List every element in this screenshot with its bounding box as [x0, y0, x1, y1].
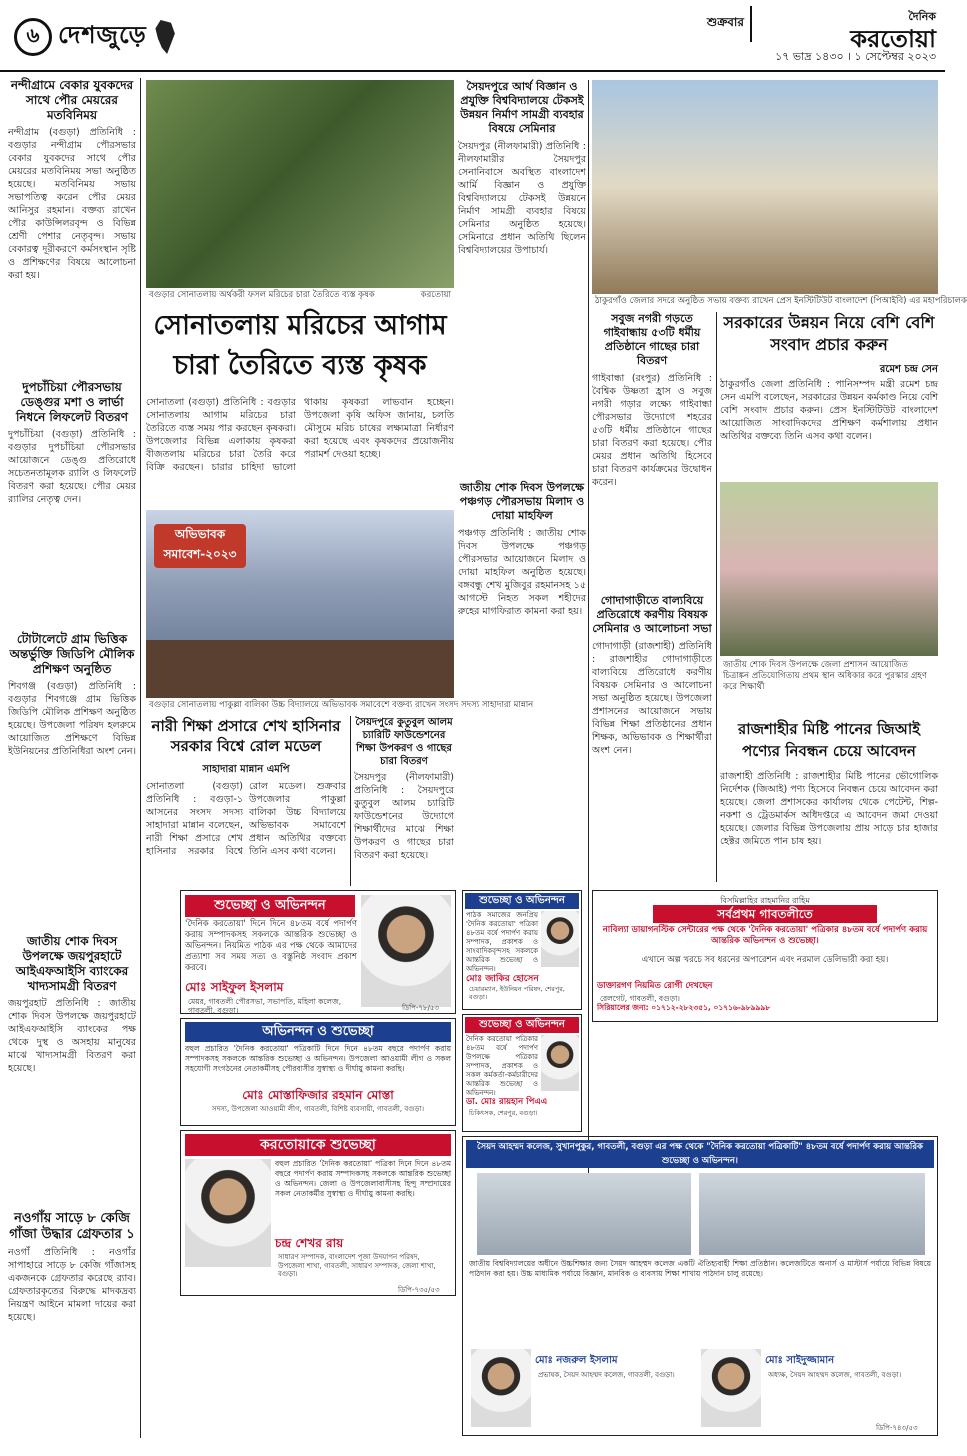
section-name: দেশজুড়ে [58, 21, 147, 49]
betel-body: রাজশাহী প্রতিনিধি : রাজশাহীর মিষ্টি পানের ভৌগোলিক নির্দেশক (জিআই) পণ্য হিসেবে নিবন্ধন চেয়ে আবেদন করা হয়েছে। জেলা প্রশাসকের কার্যালয় থেকে পেটেন্ট, শিল্প-নকশা ও ট্রেডমার্কস অধিদপ্তরে এ আবেদন জমা দেওয়া হয়েছে। জেলার বিভিন্ন উপজেলায় প্রায় সাড়ে চার হাজার হেক্টর জমিতে পান চাষ হয়। [720, 771, 938, 847]
ad-name: মোঃ জাকির হোসেন [466, 974, 539, 984]
story-title: জাতীয় শোক দিবস উপলক্ষে পঞ্চগড় পৌরসভায় মিলাদ ও দোয়া মাহফিল [459, 481, 585, 522]
ad-portrait [185, 1159, 271, 1267]
ad-portrait [471, 1349, 531, 1427]
paper-logo-big: করতোয়া [850, 24, 936, 53]
story-body: গাইবান্ধা (রংপুর) প্রতিনিধি : বৈশ্বিক উষ্ণতা হ্রাস ও সবুজ নগরী গড়ার লক্ষ্যে গাইবান্ধা পৌরসভার উদ্যোগে শহরের ৫৩টি ধর্মীয় প্রতিষ্ঠানে গাছের চারা বিতরণ করা হয়েছে। পৌর মেয়র প্রধান অতিথি হিসেবে চারা বিতরণ কার্যক্রমের উদ্বোধন করেন। [592, 373, 712, 488]
ad-title: সর্বপ্রথম গাবতলীতে [653, 905, 877, 923]
ad-portrait [701, 1349, 761, 1427]
ad-diagnostic [592, 890, 938, 1022]
masthead-divider [750, 6, 752, 42]
education-byline: সাহাদারা মান্নান এমপি [202, 764, 290, 775]
ad-greeting [462, 1014, 582, 1132]
ad-designation: সাধারণ সম্পাদক, বাংলাদেশ পূজা উদযাপন পরিষদ, উপজেলা শাখা, গাবতলী, সাধারণ সম্পাদক, জেলা শাখা, বগুড়া। [278, 1253, 436, 1278]
column-rule [350, 716, 351, 886]
meeting-photo-caption: বগুড়ার সোনাতলায় পাকুল্লা বালিকা উচ্চ বিদ্যালয়ে অভিভাবক সমাবেশে বক্তব্য রাখেন সংসদ সদস্য সাহাদারা মান্নান [149, 700, 534, 710]
story-title: জাতীয় শোক দিবস উপলক্ষে জয়পুরহাটে আইএফআইসি ব্যাংকের খাদ্যসামগ্রী বিতরণ [15, 934, 129, 993]
story-body: নওগাঁ প্রতিনিধি : নওগাঁর সাপাহারে সাড়ে ৮ কেজি গাঁজাসহ একজনকে গ্রেফতার করেছে র‌্যাব। গ্রেফতারকৃতের বিরুদ্ধে মাদকদ্রব্য নিয়ন্ত্রণ আইনে মামলা দায়ের করা হয়েছে। [8, 1247, 136, 1323]
story-title: সবুজ নগরী গড়তে গাইবান্ধায় ৫৩টি ধর্মীয় প্রতিষ্ঠানে গাছের চারা বিতরণ [603, 312, 701, 367]
meeting-table [146, 640, 454, 698]
seminar2-story [592, 594, 712, 894]
bangladesh-map-icon [153, 20, 179, 54]
story-title: নওগাঁয় সাড়ে ৮ কেজি গাঁজা উদ্ধার গ্রেফতার ১ [9, 1211, 135, 1242]
paper-logo [760, 8, 936, 53]
education-body: সোনাতলা (বগুড়া) প্রতিনিধি : বগুড়া-১ আসনের সংসদ সদস্য সাহাদারা মান্নান বলেছেন, নারী শিক্ষা প্রসারে শেখ হাসিনার সরকার বিশ্বে রোল মডেল। শুক্রবার উপজেলার পাকুল্লা বালিকা উচ্চ বিদ্যালয়ে অভিভাবক সমাবেশে প্রধান অতিথির বক্তব্যে তিনি এসব কথা বলেন। [146, 781, 346, 857]
ad-title: শুভেচ্ছা ও অভিনন্দন [465, 1017, 579, 1033]
ad-designation: চিকিৎসক, শেরপুর, বগুড়া। [469, 1109, 538, 1117]
lead-photo-caption: বগুড়ার সোনাতলায় অর্থকরী ফসল মরিচের চারা তৈরিতে ব্যস্ত কৃষক [149, 290, 375, 300]
girl-photo-caption: জাতীয় শোক দিবস উপলক্ষে জেলা প্রশাসন আয়োজিত চিত্রাঙ্কন প্রতিযোগিতায় প্রথম স্থান অধিকার করে পুরস্কার গ্রহণ করে শিক্ষার্থী [723, 660, 927, 692]
ad-body: পাঠক সমাজের জনপ্রিয় 'দৈনিক করতোয়া' পত্রিকা ৪৮তম বর্ষে পদার্পণ করায় সম্পাদক, প্রকাশক ও সাংবাদিকবৃন্দসহ সকলকে আন্তরিক শুভেচ্ছা ও অভিনন্দন। [466, 911, 538, 973]
masthead [0, 0, 945, 72]
story-title: সৈয়দপুরে কুতুবুল আলম চ্যারিটি ফাউন্ডেশনের শিক্ষা উপকরণ ও গাছের চারা বিতরণ [355, 717, 453, 767]
ad-phone: সিরিয়ালের জন্য: ০১৭১২-২৮২৩৫১, ০১৭১৬-৯৮৯৯৯৮ [597, 1003, 771, 1012]
paper-logo-small: দৈনিক [908, 10, 936, 23]
meeting-photo [146, 510, 454, 698]
ad-body: দৈনিক করতোয়া পত্রিকার ৪৮তম বর্ষে পদার্পণ উপলক্ষে পত্রিকার সম্পাদক, প্রকাশক ও সকল কর্মকর্তা-কর্মচারীদের আন্তরিক শুভেচ্ছা ও অভিনন্দন। [466, 1035, 538, 1097]
story-body: সৈয়দপুর (নীলফামারী) প্রতিনিধি : সৈয়দপুরে কুতুবুল আলম চ্যারিটি ফাউন্ডেশনের উদ্যোগে শিক্ষার্থীদের মাঝে শিক্ষা উপকরণ ও গাছের চারা বিতরণ করা হয়েছে। [354, 772, 454, 861]
story-body: সৈয়দপুর (নীলফামারী) প্রতিনিধি : নীলফামারীর সৈয়দপুর সেনানিবাসে অবস্থিত বাংলাদেশ আর্মি বিজ্ঞান ও প্রযুক্তি বিশ্ববিদ্যালয়ে টেকসই উন্নয়নে নির্মাণ সামগ্রী ব্যবহার বিষয়ে সেমিনার অনুষ্ঠিত হয়েছে। সেমিনারে প্রধান অতিথি ছিলেন বিশ্ববিদ্যালয়ের উপাচার্য। [458, 141, 586, 256]
ad-name: মোঃ নজরুল ইসলাম [535, 1355, 618, 1366]
section-logo [14, 16, 244, 58]
ad-greeting [462, 890, 582, 1010]
ad-code: ডিপি-৭৮/৫৩ [402, 1004, 439, 1012]
day-label: শুক্রবার [706, 15, 744, 29]
ad-doctors: ডাক্তারগণ নিয়মিত রোগী দেখছেন [597, 981, 713, 991]
development-byline: রমেশ চন্দ্র সেন [879, 364, 938, 375]
ad-designation: অধ্যক্ষ, সৈয়দ আহম্মদ কলেজ, গাবতলী, বগুড়া। [768, 1371, 902, 1379]
ad-code: ডিপি-৭৩৫/৫৩ [398, 1286, 440, 1294]
development-headline: সরকারের উন্নয়ন নিয়ে বেশি বেশি সংবাদ প্রচার করুন [723, 313, 935, 354]
story-title: দুপচাঁচিয়া পৌরসভায় ডেঙ্গুর মশা ও লার্ভা নিধনে লিফলেট বিতরণ [15, 380, 129, 424]
ad-greeting [180, 1018, 456, 1126]
column-rule [716, 312, 717, 882]
ad-designation: প্রভাষক, সৈয়দ আহম্মদ কলেজ, গাবতলী, বগুড়া। [538, 1371, 675, 1379]
ad-college [462, 1136, 938, 1436]
story-body: শিবগঞ্জ (বগুড়া) প্রতিনিধি : বগুড়ার শিবগঞ্জে গ্রাম ভিত্তিক জিডিপি মৌলিক প্রশিক্ষণ অনুষ্ঠিত হয়েছে। উপজেলা পরিষদ হলরুমে আয়োজিত প্রশিক্ষণে বিভিন্ন ইউনিয়নের প্রতিনিধিরা অংশ নেন। [8, 681, 136, 757]
tree-story [592, 312, 712, 592]
ad-body: বহুল প্রচারিত 'দৈনিক করতোয়া' পত্রিকা দিনে দিনে ৪৮তম বছরে পদার্পণ করায় সম্পাদকসহ সকলকে আন্তরিক শুভেচ্ছা ও অভিনন্দন। জেলা ও উপজেলাবাসীসহ হিন্দু সম্প্রদায়ের সকল নেতাকর্মীর সুস্বাস্থ্য ও দীর্ঘায়ু কামনা করছি। [275, 1159, 451, 1198]
ad-body: 'দৈনিক করতোয়া' দিনে দিনে ৪৮তম বর্ষে পদার্পণ করায় সম্পাদকসহ সকলকে আন্তরিক শুভেচ্ছা ও অভিনন্দন। নিয়মিত পাঠক এর পক্ষ থেকে আমাদের প্রত্যাশা সব সময় সত্য ও বস্তুনিষ্ঠ সংবাদ প্রকাশ করবে। [185, 919, 357, 973]
ad-body: এখানে অল্প খরচে সব ধরনের অপারেশন এবং নরমাল ডেলিভারী করা হয়। [641, 955, 889, 965]
ad-designation: সদস্য, উপজেলা আওয়ামী লীগ, গাবতলী, বিশিষ্ট ব্যবসায়ী, গাবতলী, বগুড়া। [211, 1105, 425, 1113]
story-body: দুপচাঁচিয়া (বগুড়া) প্রতিনিধি : বগুড়ার দুপচাঁচিয়া পৌরসভার আয়োজনে ডেঙ্গু প্রতিরোধে সচেতনতামূলক র‌্যালি ও লিফলেট বিতরণ করা হয়েছে। পৌর মেয়র র‌্যালির নেতৃত্ব দেন। [8, 429, 136, 505]
education-headline: নারী শিক্ষা প্রসারে শেখ হাসিনার সরকার বিশ্বে রোল মডেল [151, 717, 341, 755]
ad-portrait [361, 895, 451, 1007]
column-rule [140, 78, 141, 1438]
ad-body: বহুল প্রচারিত 'দৈনিক করতোয়া' পত্রিকাটি দিনে দিনে ৪৮তম বছরে পদার্পণ করায় সম্পাদকসহ সকলকে আন্তরিক শুভেচ্ছা ও অভিনন্দন। উপজেলা আওয়ামী লীগ ও সকল সহযোগী সংগঠনের নেতাকর্মীসহ পৌরবাসীর সুস্বাস্থ্য ও দীর্ঘায়ু কামনা করছি। [185, 1044, 451, 1073]
ad-title: শুভেচ্ছা ও অভিনন্দন [465, 893, 579, 909]
ad-body: জাতীয় বিশ্ববিদ্যালয়ের অধীনে উচ্চশিক্ষার জন্য সৈয়দ আহম্মদ কলেজ একটি ঐতিহ্যবাহী শিক্ষা প্রতিষ্ঠান। কলেজটিতে অনার্স ও মাস্টার্স পর্যায়ে বিভিন্ন বিষয়ে পাঠদান করা হয়। উচ্চ মাধ্যমিক পর্যায়ে বিজ্ঞান, মানবিক ও ব্যবসায় শিক্ষা শাখায় পাঠদান চালু রয়েছে। [469, 1259, 931, 1278]
left-column [8, 78, 136, 1438]
ad-name: মোঃ সাইফুল ইসলাম [185, 980, 284, 994]
girl-photo [720, 482, 938, 656]
saidpur-story [354, 716, 454, 886]
story-title: টোটালেটে গ্রাম ভিত্তিক অন্তর্ভুক্তি জিডিপি মৌলিক প্রশিক্ষণ অনুষ্ঠিত [9, 632, 135, 676]
ad-name: ডা. মোঃ রায়হান পিএএ [466, 1097, 548, 1107]
ad-designation: চেয়ারম্যান, ইউনিয়ন পরিষদ, শেরপুর, বগুড়া। [469, 985, 565, 1001]
column-rule [588, 80, 589, 1230]
photo-credit: করতোয়া [420, 290, 451, 300]
right-photo [592, 80, 938, 294]
right-photo-caption: ঠাকুরগাঁও জেলার সদরে অনুষ্ঠিত সভায় বক্তব্য রাখেন প্রেস ইনস্টিটিউট বাংলাদেশ (পিআইবি) এর মহাপরিচালক [595, 296, 967, 306]
story-title: সৈয়দপুরে আর্থ বিজ্ঞান ও প্রযুক্তি বিশ্ববিদ্যালয়ে টেকসই উন্নয়ন নির্মাণ সামগ্রী ব্যবহার বিষয়ে সেমিনার [460, 80, 584, 135]
ad-portrait [541, 911, 579, 967]
ad-header: বিসমিল্লাহির রাহমানির রাহিম [720, 896, 810, 905]
story-body: জয়পুরহাট প্রতিনিধি : জাতীয় শোক দিবস উপলক্ষে জয়পুরহাটে আইএফআইসি ব্যাংকের পক্ষ থেকে দুস্থ ও অসহায় মানুষের মাঝে খাদ্যসামগ্রী বিতরণ করা হয়েছে। [8, 998, 136, 1074]
ad-code: ডিপি-৭৪৩/৫৩ [876, 1424, 918, 1432]
ad-portrait [541, 1035, 579, 1091]
betel-headline: রাজশাহীর মিষ্টি পানের জিআই পণ্যের নিবন্ধন চেয়ে আবেদন [737, 720, 920, 760]
lead-photo [146, 80, 454, 288]
date-line: ১৭ ভাদ্র ১৪৩০ । ১ সেপ্টেম্বর ২০২৩ [775, 50, 936, 63]
meeting-banner: অভিভাবক সমাবেশ-২০২৩ [154, 524, 246, 568]
ad-greeting [180, 890, 456, 1014]
college-photo [477, 1173, 691, 1255]
story-body: নন্দীগ্রাম (বগুড়া) প্রতিনিধি : বগুড়ার নন্দীগ্রাম পৌরসভার বেকার যুবকদের সাথে পৌর মেয়রের মতবিনিময় সভা অনুষ্ঠিত হয়েছে। মতবিনিময় সভায় সভাপতিত্ব করেন পৌর মেয়র আনিসুর রহমান। বক্তব্য রাখেন পৌর কাউন্সিলরবৃন্দ ও বিভিন্ন শ্রেণী পেশার নেতৃবৃন্দ। সভায় বেকারত্ব দূরীকরণে কর্মসংস্থান সৃষ্টি ও প্রশিক্ষণের বিষয়ে আলোচনা করা হয়। [8, 127, 136, 281]
ad-title: করতোয়াকে শুভেচ্ছা [185, 1134, 451, 1156]
story-body: গোদাগাড়ী (রাজশাহী) প্রতিনিধি : রাজশাহীর গোদাগাড়ীতে বাল্যবিয়ে প্রতিরোধে করণীয় বিষয়ক সেমিনার ও আলোচনা সভা অনুষ্ঠিত হয়েছে। উপজেলা প্রশাসনের আয়োজনে সভায় বিভিন্ন শিক্ষা প্রতিষ্ঠানের প্রধান শিক্ষক, অভিভাবক ও শিক্ষার্থীরা অংশ নেন। [592, 641, 712, 756]
college-photo [699, 1173, 925, 1255]
story-title: নন্দীগ্রামে বেকার যুবকদের সাথে পৌর মেয়রের মতবিনিময় [10, 78, 134, 122]
ad-title: সৈয়দ আহম্মদ কলেজ, সুখানপুকুর, গাবতলী, বগুড়া এর পক্ষ থেকে "দৈনিক করতোয়া পত্রিকাটি" ৪৮তম বর্ষে পদার্পণ করায় আন্তরিক শুভেচ্ছা ও অভিনন্দন। [466, 1140, 934, 1168]
ad-name: মোঃ সাইদুজ্জামান [765, 1355, 835, 1366]
lead-headline: সোনাতলায় মরিচের আগাম চারা তৈরিতে ব্যস্ত কৃষক [153, 310, 447, 381]
ad-address: রেলগেট, গাবতলী, বগুড়া। [600, 994, 680, 1003]
ad-title: শুভেচ্ছা ও অভিনন্দন [185, 895, 355, 917]
ad-greeting [180, 1130, 456, 1296]
lead-body: সোনাতলা (বগুড়া) প্রতিনিধি : বগুড়ার সোনাতলায় আগাম মরিচের চারা তৈরিতে ব্যস্ত সময় পার করছেন কৃষকরা। উপজেলার বিভিন্ন এলাকায় কৃষকরা বীজতলায় মরিচের চারা তৈরি করে বিক্রি করছেন। চারার চাহিদা ভালো থাকায় কৃষকরা লাভবান হচ্ছেন। উপজেলা কৃষি অফিস জানায়, চলতি মৌসুমে মরিচ চাষের লক্ষ্যমাত্রা নির্ধারণ করা হয়েছে এবং কৃষকদের প্রয়োজনীয় পরামর্শ দেওয়া হচ্ছে। [146, 397, 454, 473]
ad-name: চন্দ্র শেখর রায় [275, 1236, 344, 1250]
story-title: গোদাগাড়ীতে বাল্যবিয়ে প্রতিরোধে করণীয় বিষয়ক সেমিনার ও আলোচনা সভা [592, 594, 712, 635]
page-number: ৬ [14, 18, 52, 56]
ad-designation: মেয়র, গাবতলী পৌরসভা, সভাপতি, মহিলা কলেজ, গাবতলী, বগুড়া। [188, 997, 342, 1015]
ad-name: মোঃ মোস্তাফিজার রহমান মোস্তা [242, 1088, 394, 1102]
ad-subtitle: নাবিল্যা ডায়াগনস্টিক সেন্টারের পক্ষ থেকে 'দৈনিক করতোয়া' পত্রিকার ৪৮তম বর্ষে পদার্পণ করায় আন্তরিক অভিনন্দন ও শুভেচ্ছা। [602, 925, 928, 946]
ad-title: অভিনন্দন ও শুভেচ্ছা [185, 1022, 451, 1042]
development-body: ঠাকুরগাঁও জেলা প্রতিনিধি : পানিসম্পদ মন্ত্রী রমেশ চন্দ্র সেন এমপি বলেছেন, সরকারের উন্নয়ন কর্মকাণ্ড নিয়ে বেশি বেশি সংবাদ প্রচার করুন। প্রেস ইনস্টিটিউট বাংলাদেশ আয়োজিত সাংবাদিকদের প্রশিক্ষণ কর্মশালায় প্রধান অতিথির বক্তব্যে তিনি এসব কথা বলেন। [720, 379, 938, 442]
story-body: পঞ্চগড় প্রতিনিধি : জাতীয় শোক দিবস উপলক্ষে পঞ্চগড় পৌরসভার আয়োজনে মিলাদ ও দোয়া মাহফিল অনুষ্ঠিত হয়েছে। বঙ্গবন্ধু শেখ মুজিবুর রহমানসহ ১৫ আগস্টে নিহত সকল শহীদের রুহের মাগফিরাত কামনা করা হয়। [458, 528, 586, 617]
